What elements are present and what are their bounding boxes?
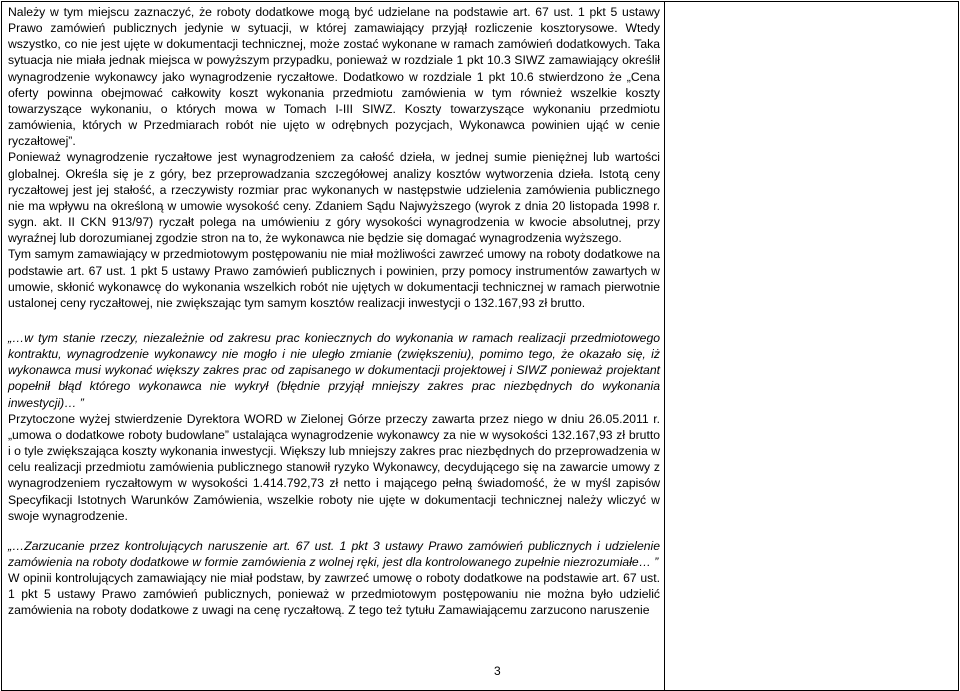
paragraph: Przytoczone wyżej stwierdzenie Dyrektora WORD w Zielonej Górze przeczy zawarta przez niego w dniu 26.05.2011 r. „umowa o dodatkowe roboty budowlane” ustalająca wynagrodzenie wykonawcy za nie w wysokości 132.167,93 zł brutto i o tyle zwiększająca koszty wykonania inwestycji. Większy lub mniejszy zakres prac niezbędnych do przeprowadzenia w celu realizacji przedmiotu zamówienia publicznego stanowił ryzyko Wykonawcy, decydującego się na zawarcie umowy z wynagrodzeniem ryczałtowym w wysokości 1.414.792,73 zł netto i mającego pełną świadomość, że w myśl zapisów Specyfikacji Istotnych Warunków Zamówienia, wszelkie roboty nie ujęte w dokumentacji technicznej należy wliczyć w swoje wynagrodzenie.	[8, 411, 660, 523]
paragraph: W opinii kontrolujących zamawiający nie miał podstaw, by zawrzeć umowę o roboty dodatkowe na podstawie art. 67 ust. 1 pkt 5 ustawy Prawo zamówień publicznych, ponieważ w przedmiotowym postępowaniu nie można było udzielić zamówienia na roboty dodatkowe z uwagi na cenę ryczałtową. Z tego też tytułu Zamawiającemu zarzucono naruszenie	[8, 571, 660, 618]
quote-block: „…Zarzucanie przez kontrolujących naruszenie art. 67 ust. 1 pkt 3 ustawy Prawo zamówień publicznych i udzielenie zamówienia na roboty dodatkowe w formie zamówienia z wolnej ręki, jest dla kontrolowanego zupełnie niezrozumiałe… ”	[8, 538, 660, 569]
document-table	[1, 1, 959, 691]
page-number: 3	[494, 664, 501, 678]
paragraph: Ponieważ wynagrodzenie ryczałtowe jest wynagrodzeniem za całość dzieła, w jednej sumie pieniężnej lub wartości globalnej. Określa się je z góry, bez przeprowadzania szczegółowej analizy kosztów wytworzenia dzieła. Istotą ceny ryczałtowej jest jej stałość, a rzeczywisty rozmiar prac wykonanych w następstwie udzielenia zamówienia publicznego nie ma wpływu na określoną w umowie wysokość ceny. Zdaniem Sądu Najwyższego (wyrok z dnia 20 listopada 1998 r. sygn. akt. II CKN 913/97) ryczałt polega na umówieniu z góry wysokości wynagrodzenia w kwocie absolutnej, przy wyraźnej lub dorozumianej zgodzie stron na to, że wykonawca nie będzie się domagać wynagrodzenia wyższego.	[8, 150, 660, 246]
column-divider	[664, 2, 665, 690]
paragraph: Należy w tym miejscu zaznaczyć, że roboty dodatkowe mogą być udzielane na podstawie art. 67 ust. 1 pkt 5 ustawy Prawo zamówień publicznych jedynie w sytuacji, w której zamawiający przyjął rozliczenie kosztorysowe. Wtedy wszystko, co nie jest ujęte w dokumentacji technicznej, może zostać wykonane w ramach zamówień dodatkowych. Taka sytuacja nie miała jednak miejsca w powyższym przypadku, ponieważ w rozdziale 1 pkt 10.3 SIWZ zamawiający określił wynagrodzenie wykonawcy jako wynagrodzenie ryczałtowe. Dodatkowo w rozdziale 1 pkt 10.6 stwierdzono że „Cena oferty powinna obejmować całkowity koszt wykonania przedmiotu zamówienia w tym również wszelkie koszty towarzyszące wykonaniu, o których mowa w Tomach I-III SIWZ. Koszty towarzyszące wykonaniu przedmiotu zamówienia, których w Przedmiarach robót nie ujęto w odrębnych pozycjach, Wykonawca powinien ująć w cenie ryczałtowej”.	[8, 5, 660, 149]
paragraph: Tym samym zamawiający w przedmiotowym postępowaniu nie miał możliwości zawrzeć umowy na roboty dodatkowe na podstawie art. 67 ust. 1 pkt 5 ustawy Prawo zamówień publicznych i powinien, przy pomocy instrumentów zawartych w umowie, skłonić wykonawcę do wykonania wszelkich robót nie ujętych w dokumentacji technicznej w ramach pierwotnie ustalonej ceny ryczałtowej, nie zwiększając tym samym kosztów realizacji inwestycji o 132.167,93 zł brutto.	[8, 247, 660, 310]
text-cell	[8, 4, 660, 619]
quote-block: „…w tym stanie rzeczy, niezależnie od zakresu prac koniecznych do wykonania w ramach realizacji przedmiotowego kontraktu, wynagrodzenie wykonawcy nie mogło i nie uległo zmianie (zwiększeniu), pomimo tego, że okazało się, iż wykonawca musi wykonać większy zakres prac od zapisanego w dokumentacji projektowej i SIWZ ponieważ projektant popełnił błąd którego wykonawca nie wykrył (błędnie przyjął mniejszy zakres prac niezbędnych do wykonania inwestycji)… ”	[8, 330, 660, 410]
